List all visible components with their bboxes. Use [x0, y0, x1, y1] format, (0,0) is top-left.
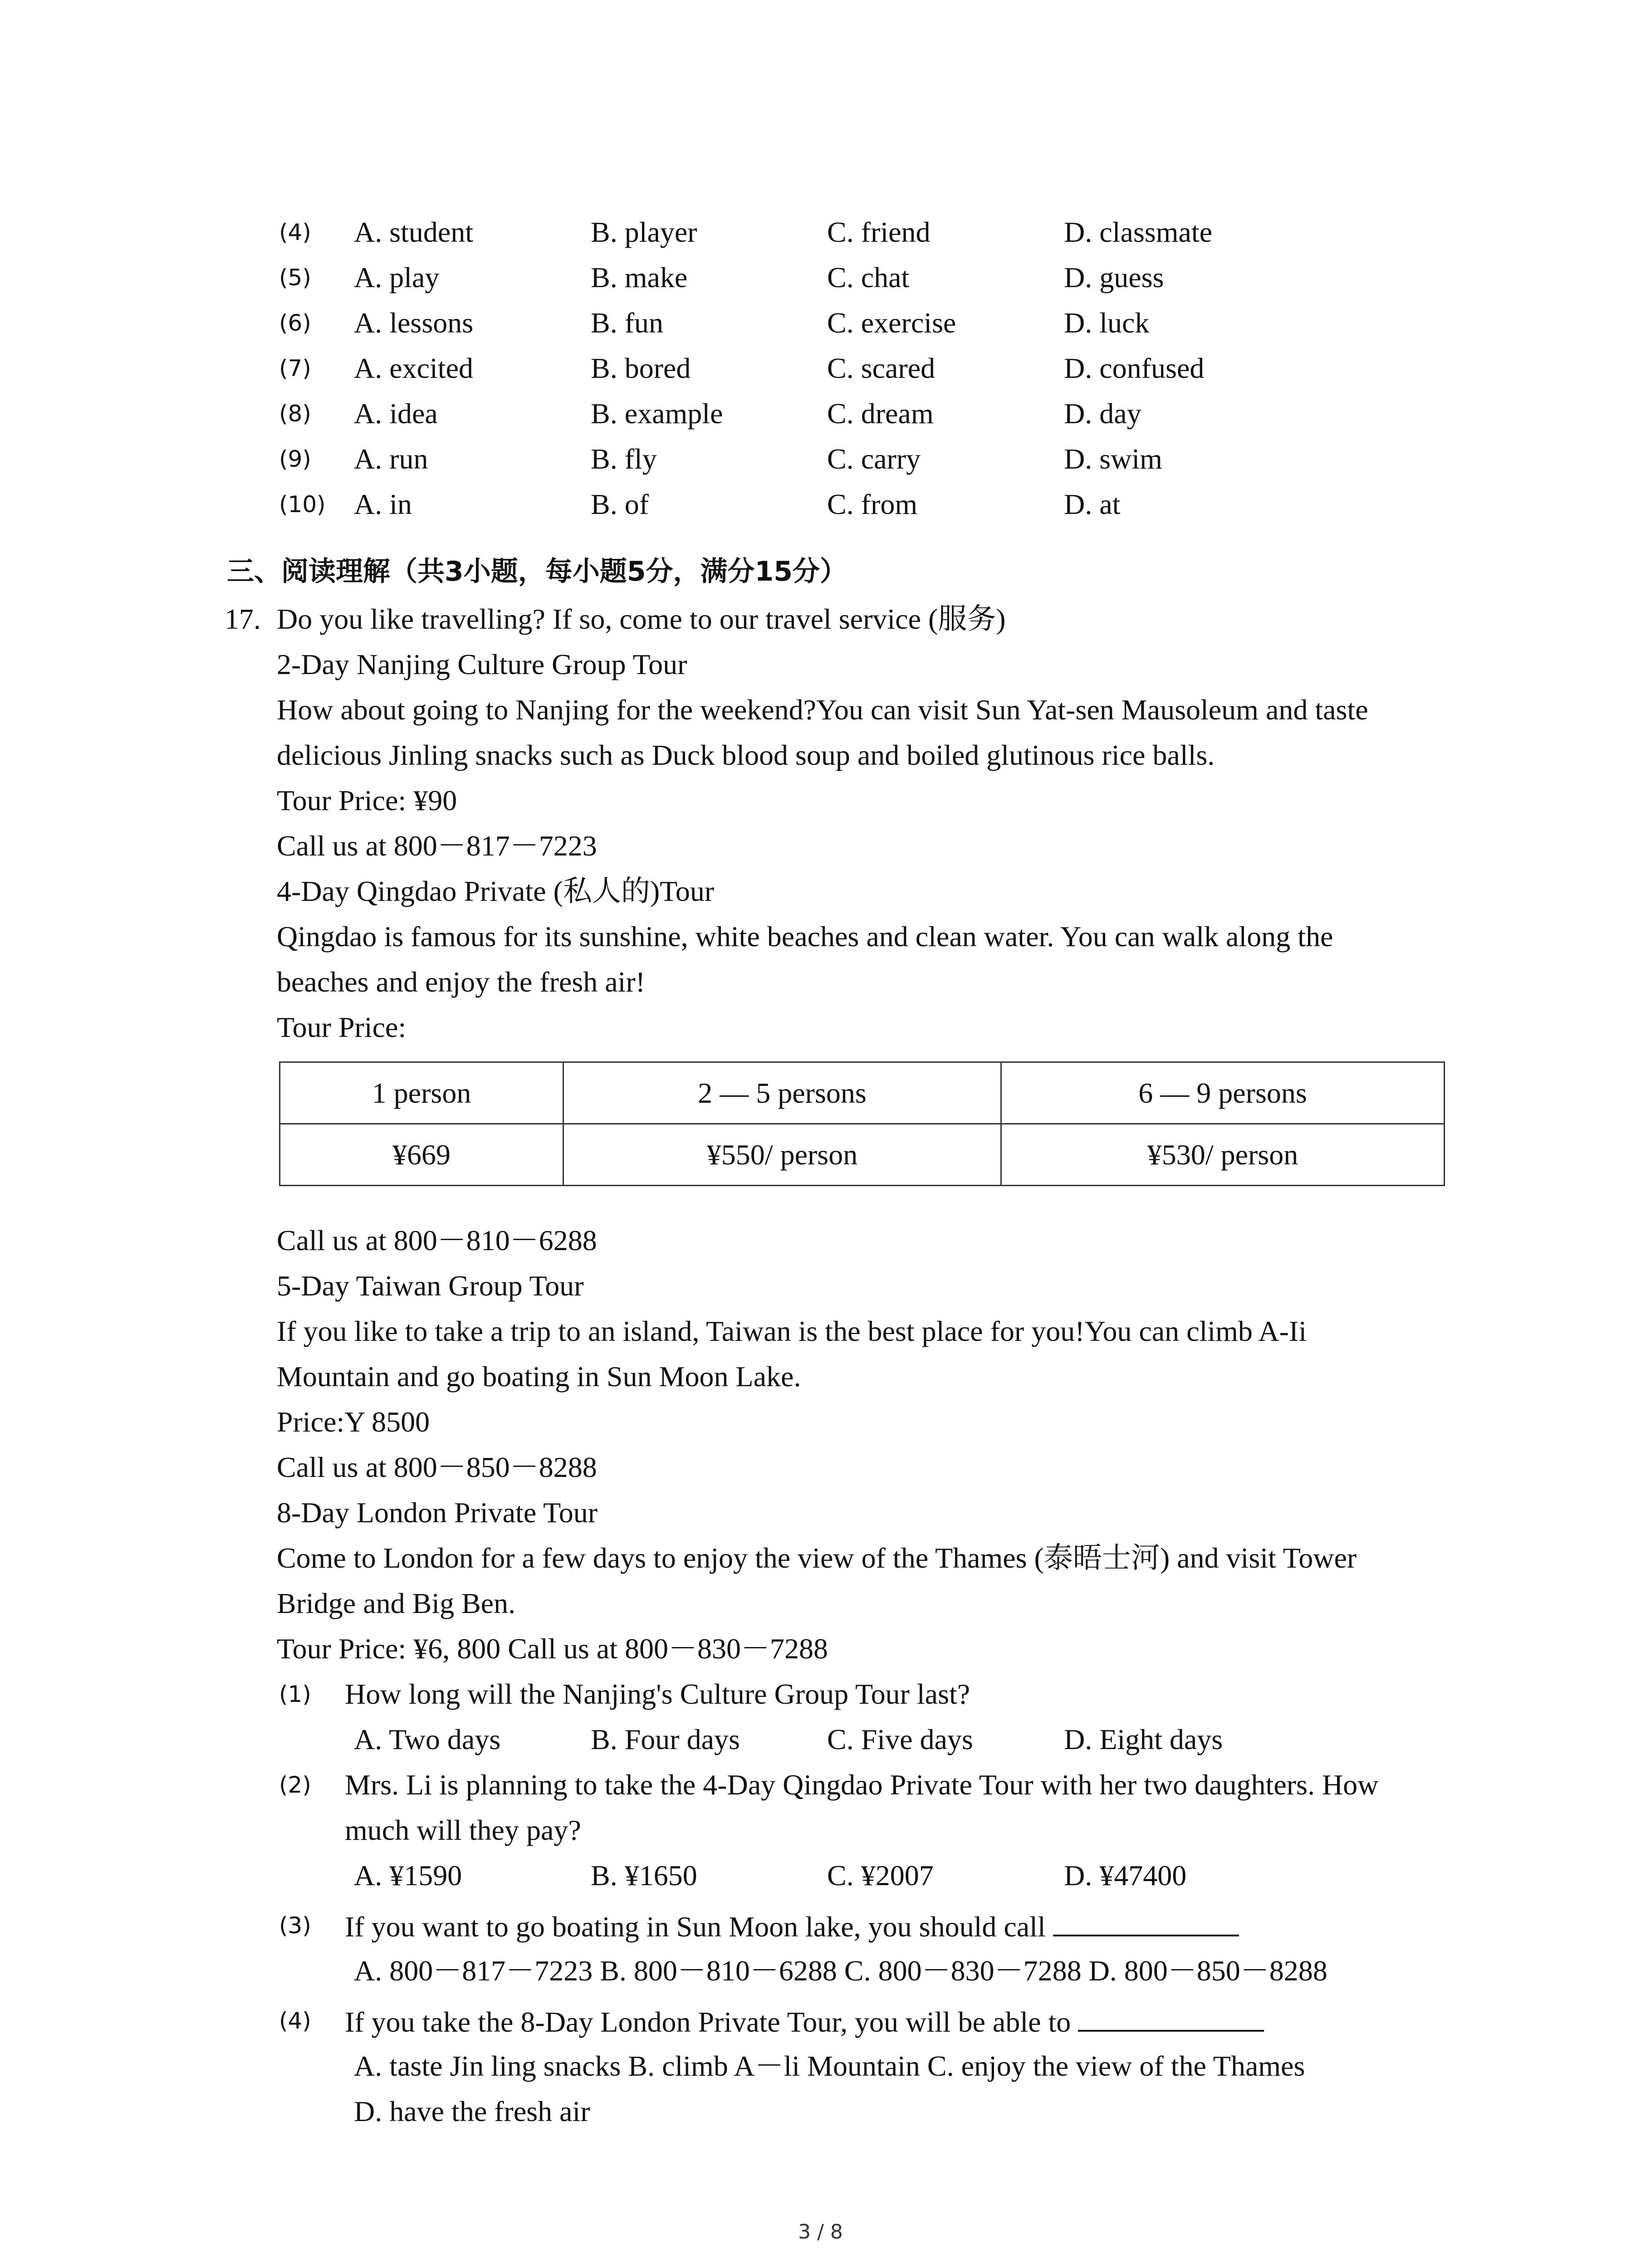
option-c: C. scared: [827, 352, 936, 384]
tour-text: Bridge and Big Ben.: [277, 1587, 516, 1619]
option-a: A. idea: [354, 397, 438, 430]
tour-title-london: 8-Day London Private Tour: [277, 1496, 598, 1529]
question-text: [345, 2003, 1264, 2040]
tour-text: Qingdao is famous for its sunshine, white beaches and clean water. You can walk along the: [277, 920, 1333, 953]
question-number: (5): [279, 264, 311, 291]
option-a: A. student: [354, 216, 474, 248]
page-number: 3 / 8: [798, 2220, 843, 2244]
table-cell: ¥550/ person: [563, 1124, 1001, 1186]
question-number: (10): [279, 491, 326, 518]
tour-phone: Call us at 800－850－8288: [277, 1451, 597, 1483]
option-d: D. have the fresh air: [354, 2095, 590, 2127]
option-d: D. swim: [1064, 443, 1162, 475]
table-cell: ¥669: [280, 1124, 563, 1186]
option-d: D. ¥47400: [1064, 1859, 1187, 1892]
option-a: A. ¥1590: [354, 1859, 462, 1892]
tour-text: If you like to take a trip to an island, Taiwan is the best place for you!You can climb A-Ii: [277, 1315, 1307, 1347]
option-c: C. from: [827, 488, 918, 520]
tour-text: How about going to Nanjing for the weekend?You can visit Sun Yat-sen Mausoleum and taste: [277, 694, 1368, 726]
option-a: A. in: [354, 488, 412, 520]
answer-blank: [1053, 1907, 1239, 1936]
option-d: D. at: [1064, 488, 1121, 520]
table-row: [280, 1124, 1445, 1186]
option-b: B. make: [591, 261, 688, 293]
question-text: [345, 1907, 1239, 1945]
tour-title-qingdao: 4-Day Qingdao Private (私人的)Tour: [277, 875, 715, 907]
option-c: C. ¥2007: [827, 1859, 934, 1892]
option-b: B. fun: [591, 307, 663, 339]
question-text: How long will the Nanjing's Culture Group Tour last?: [345, 1678, 970, 1710]
option-b: B. of: [591, 488, 649, 520]
option-a: A. play: [354, 261, 440, 293]
tour-text: Mountain and go boating in Sun Moon Lake.: [277, 1360, 801, 1393]
tour-text: beaches and enjoy the fresh air!: [277, 966, 646, 998]
option-b: B. Four days: [591, 1723, 740, 1755]
option-b: B. example: [591, 397, 723, 430]
option-a: A. Two days: [354, 1723, 501, 1755]
question-number: (8): [279, 401, 311, 427]
option-d: D. Eight days: [1064, 1723, 1223, 1755]
option-c: C. carry: [827, 443, 921, 475]
option-a: A. lessons: [354, 307, 474, 339]
question-text-content: If you want to go boating in Sun Moon lake, you should call: [345, 1911, 1046, 1943]
option-d: D. guess: [1064, 261, 1164, 293]
option-b: B. player: [591, 216, 697, 248]
section-heading: 三、阅读理解（共3小题，每小题5分，满分15分）: [227, 556, 847, 587]
price-table: [279, 1061, 1445, 1186]
tour-phone: Call us at 800－810－6288: [277, 1224, 597, 1256]
answer-blank: [1078, 2003, 1264, 2032]
question-number: (4): [279, 2008, 311, 2034]
option-d: D. day: [1064, 397, 1141, 430]
option-d: D. classmate: [1064, 216, 1212, 248]
tour-price: Tour Price: ¥6, 800 Call us at 800－830－7288: [277, 1633, 828, 1665]
option-d: D. luck: [1064, 307, 1150, 339]
table-row: [280, 1062, 1445, 1124]
option-d: D. confused: [1064, 352, 1205, 384]
tour-price: Price:Y 8500: [277, 1406, 430, 1438]
option-b: B. ¥1650: [591, 1859, 697, 1892]
option-a: A. excited: [354, 352, 473, 384]
option-c: C. dream: [827, 397, 934, 430]
passage-intro: Do you like travelling? If so, come to our travel service (服务): [277, 603, 1006, 635]
question-text: Mrs. Li is planning to take the 4-Day Qingdao Private Tour with her two daughters. How: [345, 1769, 1379, 1801]
tour-title-nanjing: 2-Day Nanjing Culture Group Tour: [277, 648, 687, 680]
question-text-content: If you take the 8-Day London Private Tour, you will be able to: [345, 2006, 1071, 2038]
question-number: (3): [279, 1912, 311, 1939]
question-number: (1): [279, 1681, 311, 1707]
options-line: A. taste Jin ling snacks B. climb A－li Mountain C. enjoy the view of the Thames: [354, 2050, 1305, 2082]
table-cell: 2 — 5 persons: [563, 1062, 1001, 1124]
tour-text: Come to London for a few days to enjoy the view of the Thames (泰晤士河) and visit Tower: [277, 1542, 1357, 1574]
passage-number: 17.: [225, 603, 261, 635]
tour-price-label: Tour Price:: [277, 1011, 407, 1043]
table-cell: ¥530/ person: [1001, 1124, 1445, 1186]
option-c: C. chat: [827, 261, 910, 293]
table-cell: 1 person: [280, 1062, 563, 1124]
option-c: C. exercise: [827, 307, 956, 339]
tour-phone: Call us at 800－817－7223: [277, 830, 597, 862]
option-a: A. run: [354, 443, 428, 475]
option-b: B. fly: [591, 443, 657, 475]
question-text: much will they pay?: [345, 1814, 581, 1846]
option-b: B. bored: [591, 352, 691, 384]
option-c: C. friend: [827, 216, 931, 248]
table-cell: 6 — 9 persons: [1001, 1062, 1445, 1124]
question-number: (4): [279, 219, 311, 245]
question-number: (2): [279, 1772, 311, 1798]
option-c: C. Five days: [827, 1723, 973, 1755]
tour-price: Tour Price: ¥90: [277, 784, 457, 816]
tour-title-taiwan: 5-Day Taiwan Group Tour: [277, 1270, 584, 1302]
question-number: (9): [279, 446, 311, 472]
options-line: A. 800－817－7223 B. 800－810－6288 C. 800－830－7288 D. 800－850－8288: [354, 1955, 1327, 1987]
question-number: (7): [279, 355, 311, 381]
tour-text: delicious Jinling snacks such as Duck blood soup and boiled glutinous rice balls.: [277, 739, 1215, 771]
question-number: (6): [279, 310, 311, 336]
